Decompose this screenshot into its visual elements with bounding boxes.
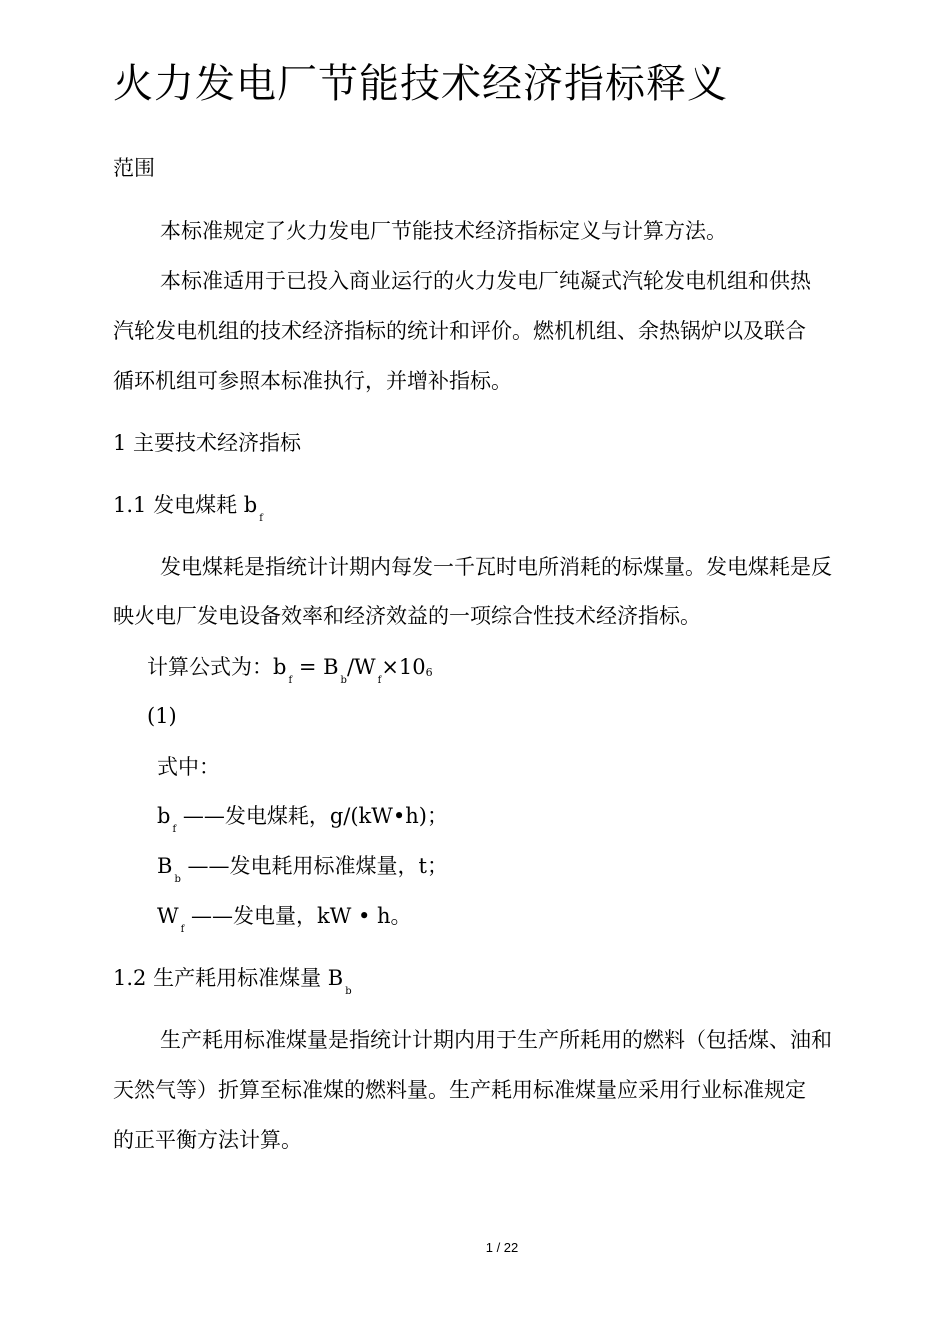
formula-line: [147, 652, 433, 686]
page-number: [0, 1240, 950, 1256]
formula-mid-3: ×10: [381, 655, 426, 679]
section-1-2-heading: [113, 963, 352, 997]
formula-subscript-2: b: [340, 675, 347, 686]
scope-paragraph-1: 本标准规定了火力发电厂节能技术经济指标定义与计算方法。: [160, 219, 727, 243]
page-separator: /: [492, 1240, 504, 1255]
definition-text: ——发电耗用标准煤量，t；: [180, 854, 448, 878]
formula-subscript-1: f: [288, 675, 293, 686]
section-1-2-paragraph-line-1: 生产耗用标准煤量是指统计计期内用于生产所耗用的燃料（包括煤、油和: [160, 1028, 832, 1052]
formula-prefix: 计算公式为：b: [147, 655, 287, 679]
section-1-2-heading-text: 1.2 生产耗用标准煤量 B: [113, 966, 344, 990]
section-1-1-heading-subscript: f: [259, 513, 263, 524]
definition-item: [157, 901, 412, 935]
where-label: 式中：: [157, 755, 220, 779]
definition-symbol: W: [157, 904, 179, 928]
section-1-2-paragraph-line-3: 的正平衡方法计算。: [113, 1128, 302, 1152]
equation-number: (1): [147, 704, 177, 728]
formula-superscript: 6: [425, 666, 433, 679]
scope-paragraph-2-line-3: 循环机组可参照本标准执行，并增补指标。: [113, 369, 512, 393]
section-1-1-paragraph-line-1: 发电煤耗是指统计计期内每发一千瓦时电所消耗的标煤量。发电煤耗是反: [160, 555, 832, 579]
definition-subscript: f: [180, 924, 185, 935]
scope-paragraph-2-line-1: 本标准适用于已投入商业运行的火力发电厂纯凝式汽轮发电机组和供热: [160, 269, 811, 293]
definition-subscript: b: [174, 874, 181, 885]
section-1-2-heading-subscript: b: [345, 986, 352, 997]
scope-heading: 范围: [113, 156, 155, 180]
section-1-1-paragraph-line-2: 映火电厂发电设备效率和经济效益的一项综合性技术经济指标。: [113, 604, 701, 628]
definition-item: [157, 851, 448, 885]
formula-subscript-3: f: [377, 675, 382, 686]
page-total: 22: [503, 1240, 519, 1255]
definition-subscript: f: [172, 824, 177, 835]
section-1-1-heading-text: 1.1 发电煤耗 b: [113, 493, 258, 517]
document-title: 火力发电厂节能技术经济指标释义: [113, 61, 728, 107]
definition-item: [157, 801, 448, 835]
scope-paragraph-2-line-2: 汽轮发电机组的技术经济指标的统计和评价。燃机机组、余热锅炉以及联合: [113, 319, 806, 343]
section-1-1-heading: [113, 490, 263, 524]
formula-mid-1: = B: [292, 655, 339, 679]
definition-symbol: b: [157, 804, 171, 828]
section-1-2-paragraph-line-2: 天然气等）折算至标准煤的燃料量。生产耗用标准煤量应采用行业标准规定: [113, 1078, 806, 1102]
page-current: 1: [485, 1240, 493, 1255]
definition-symbol: B: [157, 854, 173, 878]
definition-text: ——发电煤耗，g/(kW•h)；: [176, 804, 448, 828]
formula-mid-2: /W: [346, 655, 376, 679]
definition-text: ——发电量，kW • h。: [184, 904, 412, 928]
section-1-heading: 1 主要技术经济指标: [113, 431, 302, 455]
